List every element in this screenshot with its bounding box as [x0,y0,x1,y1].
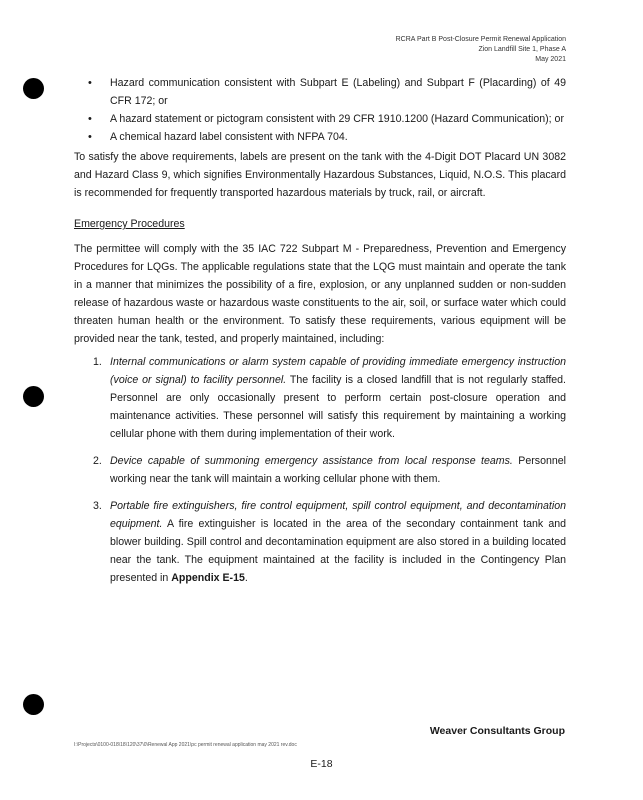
numbered-item [74,497,566,587]
footer-file-path: I:\Projects\0100-018\18\120\37\0\Renewal App 2021\pc permit renewal application may 2021 rev.doc [74,742,297,748]
punch-hole-middle [23,386,44,407]
item-number: 2. [93,455,102,467]
bullet-text: A chemical hazard label consistent with NFPA 704. [110,131,348,143]
item-text: The facility is a closed landfill that is not regularly staffed. Personnel are only occasionally present to perform certain post-closure operation and maintenance activities. These personnel will satisfy this requirement by maintaining a working cellular phone with them during implementation of their work. [110,374,566,440]
header-date: May 2021 [535,56,566,63]
footer-company-name: Weaver Consultants Group [429,725,565,737]
bullet-icon: • [88,77,92,89]
item-italic-title: Internal communications or alarm system capable of providing immediate emergency instruction (voice or signal) to facility personnel. [110,356,566,386]
item-italic-title: Device capable of summoning emergency assistance from local response teams. [110,455,513,467]
bullet-text: Hazard communication consistent with Subpart E (Labeling) and Subpart F (Placarding) of 49 CFR 172; or [110,77,566,107]
requirements-bullet-list [74,74,566,146]
punch-hole-top [23,78,44,99]
header-document-title: RCRA Part B Post-Closure Permit Renewal Application [395,36,566,43]
item-text-tail: . [244,572,248,584]
item-text: A fire extinguisher is located in the area of the secondary containment tank and blower building. Spill control and decontamination equipment are also stored in a building located near the tank. The equipment maintained at the facility is included in the Contingency Plan presented in [110,518,566,584]
bullet-item [74,110,566,128]
bullet-text: A hazard statement or pictogram consistent with 29 CFR 1910.1200 (Hazard Communication); or [110,113,564,125]
page-header [396,35,566,65]
bullet-icon: • [88,131,92,143]
section-heading-emergency-procedures: Emergency Procedures [74,218,185,230]
equipment-numbered-list [74,353,566,587]
punch-hole-bottom [23,694,44,715]
page-number: E-18 [310,758,333,770]
item-text: Personnel working near the tank will maintain a working cellular phone with them. [110,455,566,485]
emergency-paragraph: The permittee will comply with the 35 IAC 722 Subpart M - Preparedness, Prevention and Emergency Procedures for LQGs. The applicable regulations state that the LQG must maintain and operate the tank in a manner that minimizes the possibility of a fire, explosion, or any unplanned sudden or non-sudden release of hazardous waste or hazardous waste constituents to the air, soil, or surface water which could threaten human health or the environment. To satisfy these requirements, various equipment will be provided near the tank, tested, and properly maintained, including: [74,243,566,345]
bullet-icon: • [88,113,92,125]
bullet-item [74,128,566,146]
placard-paragraph: To satisfy the above requirements, labels are present on the tank with the 4-Digit DOT Placard UN 3082 and Hazard Class 9, which signifies Environmentally Hazardous Substances, Liquid, N.O.S. This placard is recommended for frequently transported hazardous materials by truck, rail, or aircraft. [74,151,566,199]
header-site-name: Zion Landfill Site 1, Phase A [478,46,566,53]
item-number: 3. [93,500,102,512]
item-number: 1. [93,356,102,368]
bullet-item [74,74,566,110]
numbered-item [74,353,566,443]
appendix-reference: Appendix E-15 [171,572,245,584]
numbered-item [74,452,566,488]
document-body [74,74,566,596]
item-italic-title: Portable fire extinguishers, fire control equipment, spill control equipment, and decontamination equipment. [110,500,566,530]
